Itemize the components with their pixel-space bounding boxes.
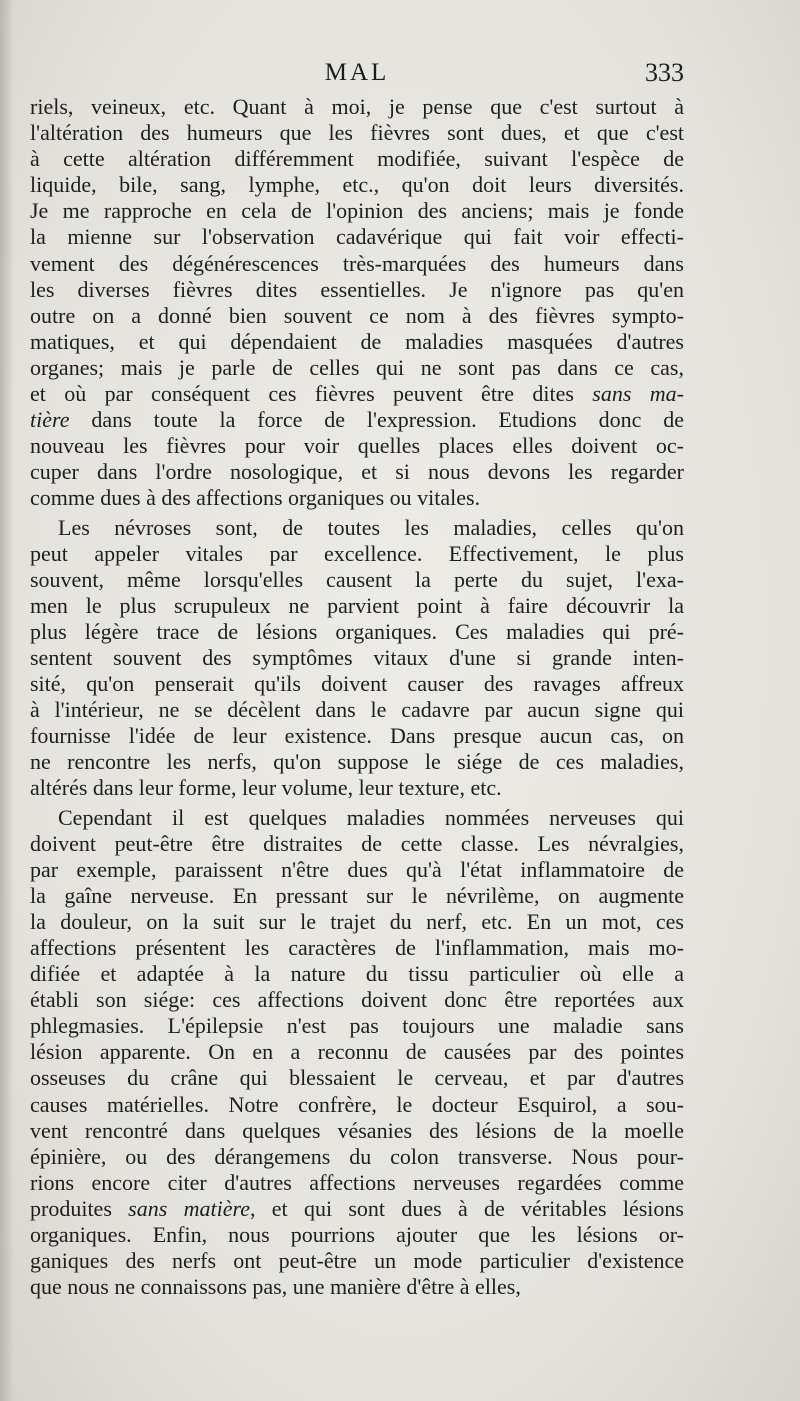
running-head: MAL	[324, 59, 390, 86]
text-line: cuper dans l'ordre nosologique, et si nous devons les regarder	[30, 459, 684, 485]
page-number: 333	[645, 58, 684, 87]
page-header	[30, 58, 684, 92]
text-line: osseuses du crâne qui blessaient le cerveau, et par d'autres	[30, 1065, 684, 1091]
text-line: et où par conséquent ces fièvres peuvent être dites sans ma-	[30, 381, 684, 407]
paragraph	[30, 805, 684, 1301]
text-line: sentent souvent des symptômes vitaux d'une si grande inten-	[30, 644, 684, 670]
text-line: peut appeler vitales par excellence. Effectivement, le plus	[30, 540, 684, 566]
text-line: liquide, bile, sang, lymphe, etc., qu'on doit leurs diversités.	[30, 172, 684, 198]
text-line: la douleur, on la suit sur le trajet du nerf, etc. En un mot, ces	[30, 908, 684, 934]
text-line: par exemple, paraissent n'être dues qu'à l'état inflammatoire de	[30, 856, 684, 882]
text-line: vent rencontré dans quelques vésanies des lésions de la moelle	[30, 1117, 684, 1143]
text-line: que nous ne connaissons pas, une manière d'être à elles,	[30, 1274, 521, 1300]
text-line: riels, veineux, etc. Quant à moi, je pense que c'est surtout à	[30, 94, 684, 119]
text-line: Je me rapproche en cela de l'opinion des anciens; mais je fonde	[30, 198, 684, 224]
text-line: établi son siége: ces affections doivent donc être reportées aux	[30, 987, 684, 1013]
text-line: épinière, ou des dérangemens du colon transverse. Nous pour-	[30, 1143, 684, 1169]
text-line: men le plus scrupuleux ne parvient point à faire découvrir la	[30, 592, 684, 618]
text-line: à cette altération différemment modifiée, suivant l'espèce de	[30, 146, 684, 172]
text-line: produites sans matière, et qui sont dues à de véritables lésions	[30, 1195, 684, 1221]
text-line: causes matérielles. Notre confrère, le docteur Esquirol, a sou-	[30, 1091, 684, 1117]
paragraph	[30, 515, 684, 802]
page-gutter-shadow	[0, 0, 14, 1401]
text-line: la gaîne nerveuse. En pressant sur le névrilème, on augmente	[30, 882, 684, 908]
text-line: organiques. Enfin, nous pourrions ajouter que les lésions or-	[30, 1222, 684, 1248]
text-line: matiques, et qui dépendaient de maladies masquées d'autres	[30, 328, 684, 354]
text-line: ne rencontre les nerfs, qu'on suppose le siége de ces maladies,	[30, 749, 684, 775]
text-line: nouveau les fièvres pour voir quelles places elles doivent oc-	[30, 433, 684, 459]
body-text	[30, 94, 684, 1300]
text-line: ganiques des nerfs ont peut-être un mode particulier d'existence	[30, 1248, 684, 1274]
paragraph	[30, 94, 684, 512]
text-line: la mienne sur l'observation cadavérique qui fait voir effecti-	[30, 224, 684, 250]
text-line: les diverses fièvres dites essentielles. Je n'ignore pas qu'en	[30, 276, 684, 302]
text-line: affections présentent les caractères de l'inflammation, mais mo-	[30, 935, 684, 960]
text-line: phlegmasies. L'épilepsie n'est pas toujours une maladie sans	[30, 1013, 684, 1039]
text-line: outre on a donné bien souvent ce nom à des fièvres sympto-	[30, 302, 684, 328]
text-line: à l'intérieur, ne se décèlent dans le cadavre par aucun signe qui	[30, 697, 684, 723]
text-line: altérés dans leur forme, leur volume, leur texture, etc.	[30, 775, 502, 801]
text-line: rions encore citer d'autres affections nerveuses regardées comme	[30, 1169, 684, 1195]
text-line: comme dues à des affections organiques ou vitales.	[30, 485, 481, 511]
text-line: organes; mais je parle de celles qui ne sont pas dans ce cas,	[30, 354, 684, 380]
text-line: sité, qu'on penserait qu'ils doivent causer des ravages affreux	[30, 671, 684, 697]
text-line: Les névroses sont, de toutes les maladies, celles qu'on	[58, 514, 684, 540]
text-line: l'altération des humeurs que les fièvres sont dues, et que c'est	[30, 120, 684, 146]
text-line: difiée et adaptée à la nature du tissu particulier où elle a	[30, 961, 684, 987]
text-line: lésion apparente. On en a reconnu de causées par des pointes	[30, 1039, 684, 1065]
text-line: plus légère trace de lésions organiques. Ces maladies qui pré-	[30, 618, 684, 644]
text-line: Cependant il est quelques maladies nommées nerveuses qui	[58, 804, 684, 830]
text-line: fournisse l'idée de leur existence. Dans presque aucun cas, on	[30, 723, 684, 749]
text-line: souvent, même lorsqu'elles causent la perte du sujet, l'exa-	[30, 566, 684, 592]
text-line: vement des dégénérescences très-marquées des humeurs dans	[30, 250, 684, 276]
text-line: doivent peut-être être distraites de cette classe. Les névralgies,	[30, 830, 684, 856]
text-line: tière dans toute la force de l'expression. Etudions donc de	[30, 407, 684, 433]
